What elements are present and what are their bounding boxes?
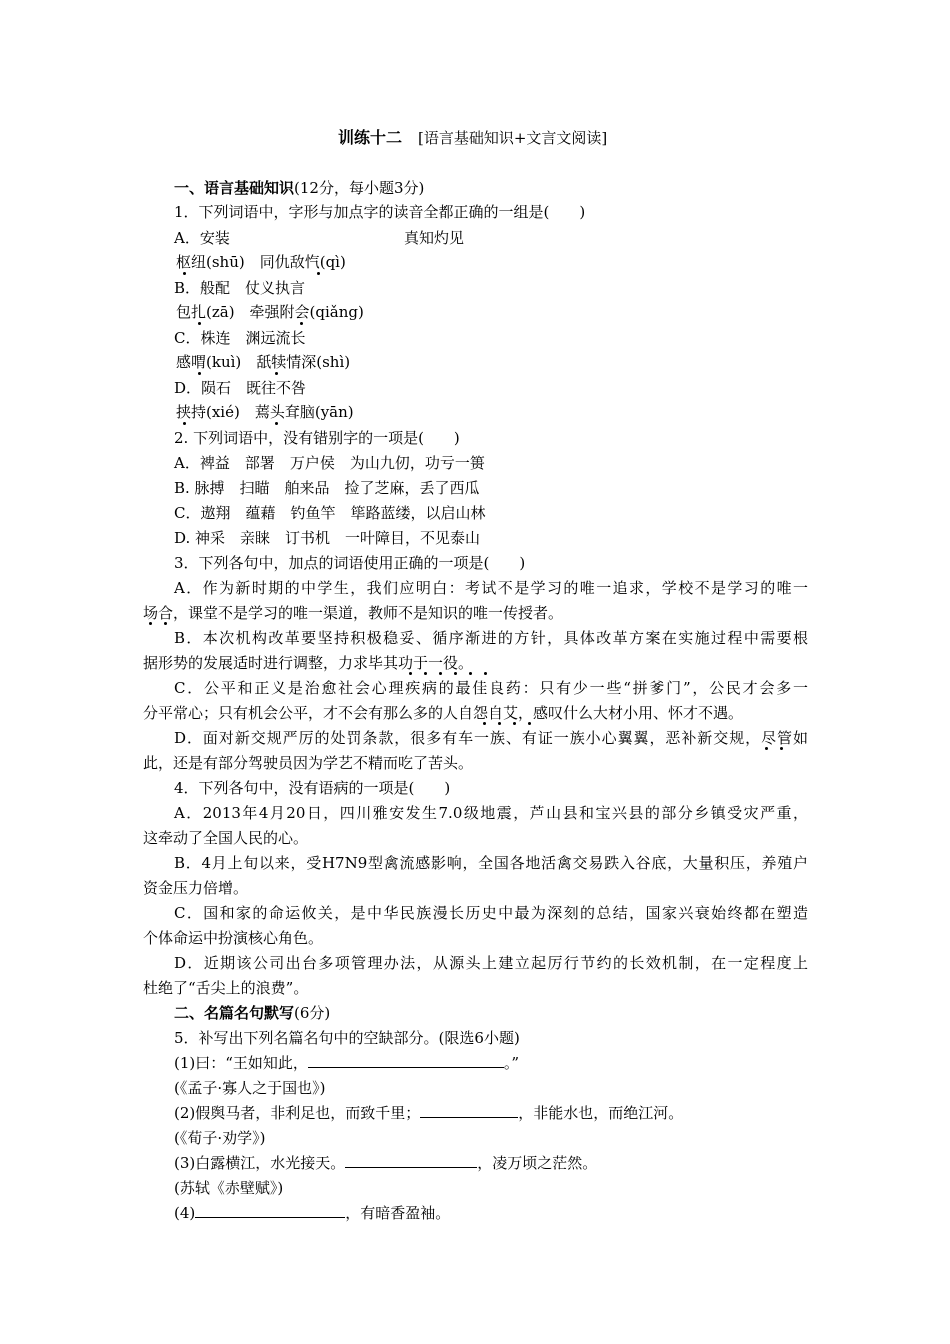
q1-stem: 1．下列词语中，字形与加点字的读音全都正确的一组是( ) [174, 203, 586, 221]
emphasis-dot [424, 672, 427, 675]
answer-blank[interactable] [420, 1103, 518, 1118]
q5-item-1-text: (1)曰：“王如知此， [174, 1054, 308, 1072]
q4-option-c-line2: 个体命运中扮演核心角色。 [143, 929, 324, 947]
emphasis-dot [513, 722, 516, 725]
q1-option-a-words: 枢纽(shū) 同仇敌忾(qì) [176, 253, 346, 271]
q1-option-b: B．般配 仗义执言 [174, 279, 306, 297]
q3-option-a-line2: 场合，课堂不是学习的唯一渠道，教师不是知识的唯一传授者。 [143, 604, 564, 622]
answer-blank[interactable] [345, 1153, 477, 1168]
q2-option-a: A．裨益 部署 万户侯 为山九仞，功亏一篑 [174, 454, 485, 472]
emphasis-dot [317, 272, 320, 275]
q5-item-4-end: ，有暗香盈袖。 [345, 1204, 451, 1222]
q3-option-c-line2: 分平常心；只有机会公平，才不会有那么多的人自怨自艾，感叹什么大材小用、怀才不遇。 [143, 704, 744, 722]
emphasis-dot [149, 622, 152, 625]
q4-option-a-line2: 这牵动了全国人民的心。 [143, 829, 309, 847]
q1-option-c-words: 感喟(kuì) 舐犊情深(shì) [176, 353, 351, 371]
q4-option-c-line1: C．国和家的命运攸关，是中华民族漫长历史中最为深刻的总结，国家兴衰始终都在塑造 [174, 904, 808, 922]
q3-option-d-line2: 此，还是有部分驾驶员因为学艺不精而吃了苦头。 [143, 754, 474, 772]
q1-option-d-words: 挟持(xié) 蔫头耷脑(yān) [176, 403, 354, 421]
page-title [338, 128, 607, 148]
emphasis-dot [483, 722, 486, 725]
q5-item-3-end: ，凌万顷之茫然。 [477, 1154, 598, 1172]
q4-stem: 4．下列各句中，没有语病的一项是( ) [174, 779, 451, 797]
emphasis-dot [183, 422, 186, 425]
section1-note: (12分，每小题3分) [294, 179, 425, 197]
emphasis-dot [498, 722, 501, 725]
q5-item-1 [174, 1053, 519, 1073]
q4-option-b-line2: 资金压力倍增。 [143, 879, 249, 897]
q5-item-2-end: ，非能水也，而绝江河。 [518, 1104, 684, 1122]
q5-item-1-source: (《孟子·寡人之于国也》) [174, 1079, 326, 1097]
q5-item-2-text: (2)假舆马者，非利足也，而致千里； [174, 1104, 421, 1122]
q2-stem: 2. 下列词语中，没有错别字的一项是( ) [174, 429, 460, 447]
q5-item-2 [174, 1103, 683, 1123]
q1-option-a-idiom: 真知灼见 [404, 229, 465, 247]
q2-option-c: C．遨翔 蕴藉 钓鱼竿 筚路蓝缕，以启山林 [174, 504, 486, 522]
emphasis-dot [780, 747, 783, 750]
q4-option-b-line1: B．4月上旬以来，受H7N9型禽流感影响，全国各地活禽交易跌入谷底，大量积压，养殖户 [174, 854, 808, 872]
q5-item-3 [174, 1153, 597, 1173]
q2-option-b: B. 脉搏 扫瞄 舶来品 捡了芝麻，丢了西瓜 [174, 479, 480, 497]
q5-item-4-text: (4) [174, 1204, 196, 1222]
section2-heading [174, 1003, 330, 1023]
emphasis-dot [454, 672, 457, 675]
emphasis-dot [275, 372, 278, 375]
q5-stem: 5．补写出下列名篇名句中的空缺部分。(限选6小题) [174, 1029, 520, 1047]
answer-blank[interactable] [195, 1203, 345, 1218]
section2-title: 二、名篇名句默写 [174, 1004, 295, 1022]
answer-blank[interactable] [308, 1053, 504, 1068]
section1-heading [174, 178, 424, 198]
emphasis-dot [300, 322, 303, 325]
q3-option-a-line1: A．作为新时期的中学生，我们应明白：考试不是学习的唯一追求，学校不是学习的唯一 [174, 579, 808, 597]
q5-item-4 [174, 1203, 450, 1223]
q3-option-d-line1: D．面对新交规严厉的处罚条款，很多有车一族、有证一族小心翼翼，恶补新交规，尽管如 [174, 729, 808, 747]
emphasis-dot [198, 322, 201, 325]
q5-item-1-end: 。” [503, 1054, 520, 1072]
title-sub: [语言基础知识+文言文阅读] [418, 129, 608, 147]
section1-title: 一、语言基础知识 [174, 179, 295, 197]
emphasis-dot [439, 672, 442, 675]
q3-option-b-line1: B．本次机构改革要坚持积极稳妥、循序渐进的方针，具体改革方案在实施过程中需要根 [174, 629, 808, 647]
q1-option-d: D．陨石 既往不咎 [174, 379, 307, 397]
q3-option-b-line2: 据形势的发展适时进行调整，力求毕其功于一役。 [143, 654, 474, 672]
emphasis-dot [765, 747, 768, 750]
q4-option-a-line1: A．2013年4月20日，四川雅安发生7.0级地震，芦山县和宝兴县的部分乡镇受灾严重， [174, 804, 808, 822]
q5-item-2-source: (《荀子·劝学》) [174, 1129, 266, 1147]
emphasis-dot [164, 622, 167, 625]
q1-option-c: C．株连 渊远流长 [174, 329, 306, 347]
section2-note: (6分) [294, 1004, 331, 1022]
q1-option-a: A．安装 [174, 229, 230, 247]
emphasis-dot [469, 672, 472, 675]
emphasis-dot [409, 672, 412, 675]
title-main: 训练十二 [338, 128, 403, 147]
q1-option-b-words: 包扎(zā) 牵强附会(qiǎng) [176, 303, 364, 321]
emphasis-dot [484, 672, 487, 675]
q4-option-d-line2: 杜绝了“舌尖上的浪费”。 [143, 979, 309, 997]
q5-item-3-text: (3)白露横江，水光接天。 [174, 1154, 346, 1172]
q5-item-3-source: (苏轼《赤壁赋》) [174, 1179, 284, 1197]
emphasis-dot [528, 722, 531, 725]
q3-stem: 3．下列各句中，加点的词语使用正确的一项是( ) [174, 554, 526, 572]
q3-option-c-line1: C．公平和正义是治愈社会心理疾病的最佳良药：只有少一些“拼爹门”，公民才会多一 [174, 679, 808, 697]
emphasis-dot [183, 272, 186, 275]
q2-option-d: D. 神采 亲睐 订书机 一叶障目，不见泰山 [174, 529, 481, 547]
q4-option-d-line1: D．近期该公司出台多项管理办法，从源头上建立起厉行节约的长效机制，在一定程度上 [174, 954, 808, 972]
emphasis-dot [275, 422, 278, 425]
emphasis-dot [198, 372, 201, 375]
